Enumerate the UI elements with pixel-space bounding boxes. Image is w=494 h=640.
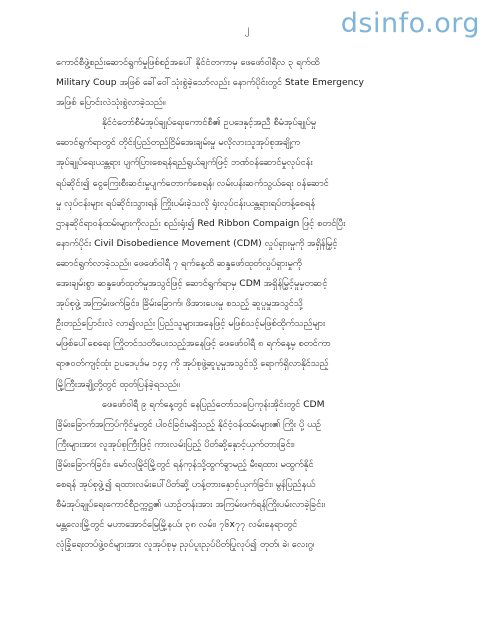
text-line: ကြီးများအား လူအုပ်စုကြီးဖြင့် ကားလမ်းပြည့် ပိတ်ဆို့နှောင့်ယှက်တားခြင်း၊ <box>56 438 295 450</box>
text-line: အုပ်စုဖွဲ့ အကြမ်းဖက်ခြင်း၊ ခြိမ်းခြောက်၊ ဖိအားပေးမှု စသည့် ဆူပူမှုအသွင်သို့ <box>56 298 303 310</box>
text-line: Military Coup အဖြစ် ခေါ်ဝေါ်သုံးစွဲခဲ့သော်လည်း နောက်ပိုင်းတွင် State Emergency <box>56 77 364 89</box>
text-line: အေးချမ်းစွာ ဆန္ဒဖော်ထုတ်မှုအသွင်ဖြင့် ဆောင်ရွက်ရာမှ CDM အရှိန်မြှင့်မှုမှတဆင့် <box>56 278 328 290</box>
text-line: မဖြစ်ပေါ်စေရေး ကြိုတင်သတိပေးသည့်အနေဖြင့် ဖေဖော်ဝါရီ ၈ ရက်နေ့မှ စတင်ကာ <box>56 338 331 350</box>
text-line: ခြိမ်းခြောက်ခြင်း၊ မော်လမြိုင်မြို့တွင် ရန်ကုန်သို့ထွက်ခွာမည့် မီးရထား မထွက်နိုင် <box>56 458 314 470</box>
text-line: ရာဇဝတ်ကျင့်ထုံး ဥပဒေပုဒ်မ ၁၄၄ ကို အုပ်စုဖွဲ့ဆူပူမှုအသွင်သို့ ရောက်ရှိလာနိုင်သည့် <box>56 358 329 370</box>
text-line: မန္တလေးမြို့တွင် မဟာအောင်မြေမြို့နယ်၊ ၃၈ လမ်း၊ ၇၆x၇၇ လမ်းနေရာတွင် <box>56 519 298 531</box>
text-line: နိုင်ငံတော်စီမံအုပ်ချုပ်ရေးကောင်စီ၏ ဥပဒေနှင့်အညီ စီမံအုပ်ချုပ်မှု <box>102 117 316 129</box>
text-line: ဌာနဆိုင်ရာဝန်ထမ်းများကိုလည်း စည်းရုံး၍ Red Ribbon Compaign ဖြင့် စတင်ပြီး <box>56 217 346 229</box>
text-line: စေရန် အုပ်စုဖွဲ့၍ ရထားလမ်းပေါ်ပိတ်ဆို့ ဟန့်တားနှောင့်ယှက်ခြင်း၊ မွန်ပြည်နယ် <box>56 478 316 490</box>
text-line: အုပ်ချုပ်ရေးယန္တရား ပျက်ပြားစေရန်ရည်ရွယ်ချက်ဖြင့် ဘဏ်ဝန်ဆောင်မှုလုပ်ငန်း <box>56 157 313 169</box>
text-line: ဆောင်ရွက်ရာတွင် တိုင်းပြည်တည်ငြိမ်အေးချမ်းမှု မလိုလားသူအုပ်စုအချို့က <box>56 137 300 149</box>
paragraph-3 <box>56 395 444 556</box>
text-line: ခြိမ်းခြောက်အကြပ်ကိုင်မှုတွင် ပါဝင်ခြင်းမရှိသည့် နိုင်ငံ့ဝန်ထမ်းများ၏ ကြိုး ပို့ ယဉ် <box>56 418 322 430</box>
page-number: ၂ <box>244 24 250 35</box>
text-line: လုံခြုံရေးတပ်ဖွဲ့ဝင်များအား လူအုပ်စုမှ ညှပ်ပူးညှပ်ပိတ်ပြုလုပ်၍ တုတ်၊ ခဲ၊ လေးဂွ၊ <box>56 539 315 551</box>
text-line: ရပ်ဆိုင်း၍ ငွေကြေးစီးဆင်းမှုပျက်တောက်စေရန်၊ လမ်းပန်းဆက်သွယ်ရေး ဝန်ဆောင် <box>56 177 329 189</box>
text-line: ဆောင်ရွက်လာခဲ့သည်။ ဖေဖော်ဝါရီ ၇ ရက်နေ့ထိ ဆန္ဒဖော်ထုတ်လှုပ်ရှားမှုကို <box>56 257 302 269</box>
watermark-logo: dsinfo.org <box>340 8 480 39</box>
text-line: ဖေဖော်ဝါရီ ၉ ရက်နေ့တွင် နေပြည်တော်သပြေကုန်းအိုင်းတွင် CDM <box>102 398 325 410</box>
text-line: ဦးတည်ပြောင်းလဲ လာ၍လည်း ပြည်သူများအနေဖြင့် မဖြစ်သင့်မဖြစ်ထိုက်သည်များ <box>56 318 326 330</box>
text-line: မှု လုပ်ငန်းများ ရပ်ဆိုင်းသွားရန် ကြိုးပမ်းခဲ့သလို ရုံးလုပ်ငန်းယန္တရားရပ်တန့်စေရန် <box>56 197 316 209</box>
text-line: အဖြစ် ပြောင်းလဲသုံးစွဲလာခဲ့သည်။ <box>56 97 166 109</box>
paragraph-1 <box>56 53 444 113</box>
text-line: မြို့ကြီးအချို့တို့တွင် ထုတ်ပြန်ခဲ့ရသည်။ <box>56 378 180 390</box>
text-line: စီမံအုပ်ချုပ်ရေးကောင်စီဥက္ကဋ္ဌ၏ ယာဉ်တန်းအား အကြမ်းဖက်ရန်ကြိုးပမ်းလာခဲ့ခြင်း၊ <box>56 499 326 511</box>
text-line: နောက်ပိုင်း Civil Disobedience Movement (CDM) လှုပ်ရှားမှုကို အရှိန်မြှင့် <box>56 237 338 249</box>
document-body <box>56 53 444 555</box>
paragraph-2 <box>56 113 444 394</box>
text-line: ကောင်စီဖွဲ့စည်းဆောင်ရွက်မှုဖြစ်စဉ်အပေါ် နိုင်ငံတကာမှ ဖေဖော်ဝါရီလ ၃ ရက်ထိ <box>56 57 320 68</box>
